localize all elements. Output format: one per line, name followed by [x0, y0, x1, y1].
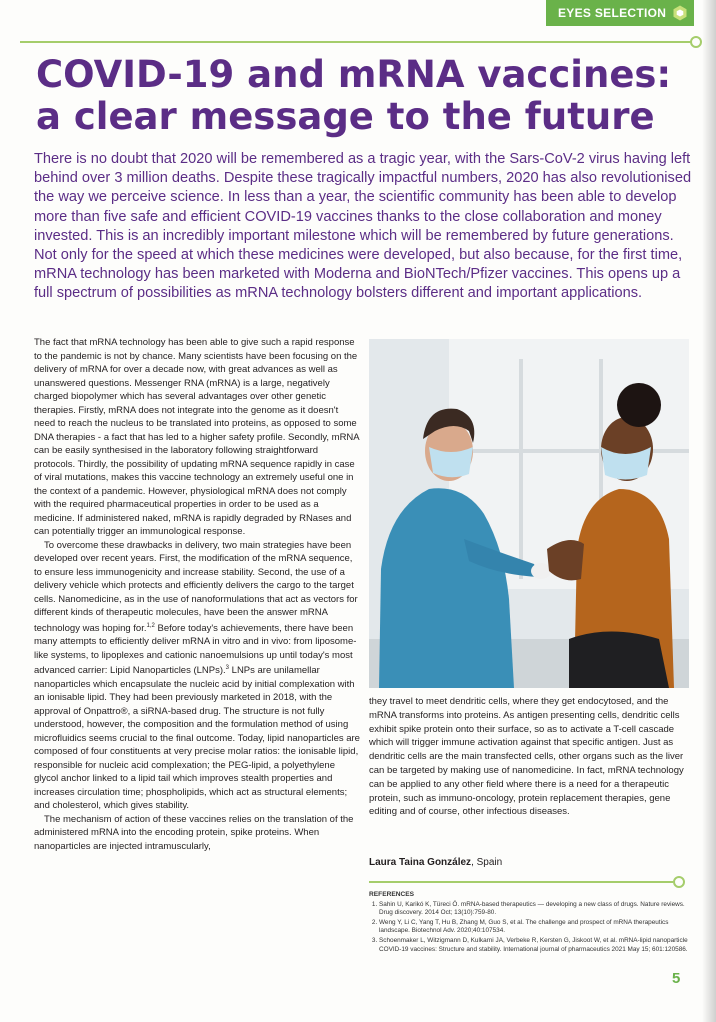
section-tag-label: EYES SELECTION — [558, 6, 667, 20]
body-paragraph-1: The fact that mRNA technology has been able to give such a rapid response to the pandemic is not by chance. Many scientists have been focusing on the delivery of mRNA for over a decade now, with great advances as well as unanswered questions. Messenger RNA (mRNA) is a large, negatively charged biopolymer which has several advantages over other genetic therapies. Firstly, mRNA does not integrate into the genome as it doesn't need to reach the nucleus to be translated into proteins, as opposed to some DNA therapies - a fact that has led to a higher safety profile. Secondly, mRNA can be easily synthesised in the laboratory following straightforward protocols. Thirdly, the possibility of updating mRNA sequence rapidly in case of viral mutations, makes this vaccine technology an extremely useful one in the context of a pandemic. However, physiological mRNA does not comply with the required pharmaceutical properties in order to be used as a medicine. If administered naked, mRNA is rapidly degraded by RNases and can potentially trigger an immunological response. — [34, 337, 360, 537]
article-title — [36, 54, 686, 138]
hexagon-icon — [672, 5, 688, 21]
references-list — [369, 901, 689, 955]
bottom-divider-circle-icon — [673, 876, 685, 888]
reference-item: 3. Schoenmaker L, Witzigmann D, Kulkarni JA, Verbeke R, Kersten G, Jiskoot W, et al. mRNA-lipid nanoparticle COVID-19 vaccines: Structure and stability. International journal of pharmaceutics 2021 May 15; 601:120586. — [379, 937, 689, 954]
reference-item: 2. Weng Y, Li C, Yang T, Hu B, Zhang M, Guo S, et al. The challenge and prospect of mRNA therapeutics landscape. Biotechnol Adv. 2020;40:107534. — [379, 919, 689, 936]
article-title-line1: COVID-19 and mRNA vaccines: — [36, 53, 672, 96]
body-column-right: they travel to meet dendritic cells, where they get endocytosed, and the mRNA transforms into proteins. As antigen presenting cells, dendritic cells exhibit spike protein onto their surface, so as to activate a T-cell cascade which will trigger immune activation against that specific antigen. Just as dendritic cells are the main transfected cells, other organs such as the liver can be targeted by making use of nanomedicine. In fact, mRNA technology can be applied to any other field where there is a need for a therapeutic protein, such as immuno-oncology, protein replacement therapies, gene editing and of course, other infectious diseases. — [369, 696, 684, 818]
vaccination-photo — [369, 339, 689, 688]
top-divider-circle-icon — [690, 36, 702, 48]
article-standfirst: There is no doubt that 2020 will be remembered as a tragic year, with the Sars-CoV-2 virus having left behind over 3 million deaths. Despite these tragically impactful numbers, 2020 has also revolutionised the way we perceive science. In less than a year, the scientific community has been able to develop more than five safe and efficient COVID-19 vaccines thanks to the close collaboration and money invested. This is an incredibly important milestone which will be remembered by future generations. Not only for the speed at which these medicines were developed, but also because, for the first time, mRNA technology has been marketed with Moderna and BioNTech/Pfizer vaccines. This opens up a full spectrum of possibilities as mRNA technology bolsters different and important applications. — [34, 151, 692, 302]
body-paragraph-2-part3: LNPs are unilamellar nanoparticles which encapsulate the nucleic acid by initial complexation with an ionisable lipid. They had been previously marketed in 2018, with the approval of Onpattro®, a siRNA-based drug. The structure is not fully understood, however, the composition and the formulation method of using microfluidics seems crucial to the final outcome. Today, lipid nanoparticles are composed of four constituents at very precise molar ratios: the ionisable lipid, responsible for nucleic acid complexation; the PEG-lipid, a polyethylene glycol anchor linked to a lipid tail which improves stealth properties and increases circulation time; phospholipids, which act as structural elements; and cholesterol, which gives stability. — [34, 665, 360, 812]
top-divider — [20, 41, 694, 43]
article-title-line2: a clear message to the future — [36, 95, 655, 138]
body-column-left — [34, 336, 360, 853]
page-number: 5 — [672, 970, 681, 987]
body-paragraph-2 — [34, 539, 360, 813]
references-title: REFERENCES — [369, 891, 415, 898]
citation-marker: 1,2 — [146, 622, 155, 629]
author-byline — [369, 857, 502, 868]
references-section — [369, 891, 689, 955]
bottom-divider — [369, 881, 673, 883]
author-name: Laura Taina González — [369, 857, 472, 868]
page-edge-shadow — [702, 0, 716, 1022]
vaccination-illustration — [369, 339, 689, 688]
section-tag — [546, 0, 694, 26]
citation-marker: 3 — [225, 665, 230, 672]
author-country: , Spain — [471, 857, 503, 868]
body-paragraph-2-part1: To overcome these drawbacks in delivery, two main strategies have been developed over recent years. First, the modification of the mRNA sequence, to ensure less immunogenicity and increase stability. Second, the use of a delivery vehicle which protects and efficiently delivers the cargo to the target cells. Nanomedicine, as in the use of nanoformulations that act as vectors for different kinds of therapeutic molecules, have been the answer mRNA technology was hoping for. — [34, 539, 358, 634]
reference-item: 1. Sahin U, Karikó K, Türeci Ö. mRNA-based therapeutics — developing a new class of drugs. Nature reviews. Drug discovery. 2014 Oct; 13(10):759-80. — [379, 901, 689, 918]
body-paragraph-3: The mechanism of action of these vaccines relies on the translation of the administered mRNA into the encoding protein, spike proteins. When nanoparticles are injected intramuscularly, — [34, 813, 354, 852]
body-paragraph-2-part2: Before today's achievements, there have been many attempts to efficiently deliver mRNA in vitro and in vivo: from liposome-like systems, to lipoplexes and cationic nanoemulsions up until today's most advanced carrier: Lipid Nanoparticles (LNPs). — [34, 622, 357, 677]
